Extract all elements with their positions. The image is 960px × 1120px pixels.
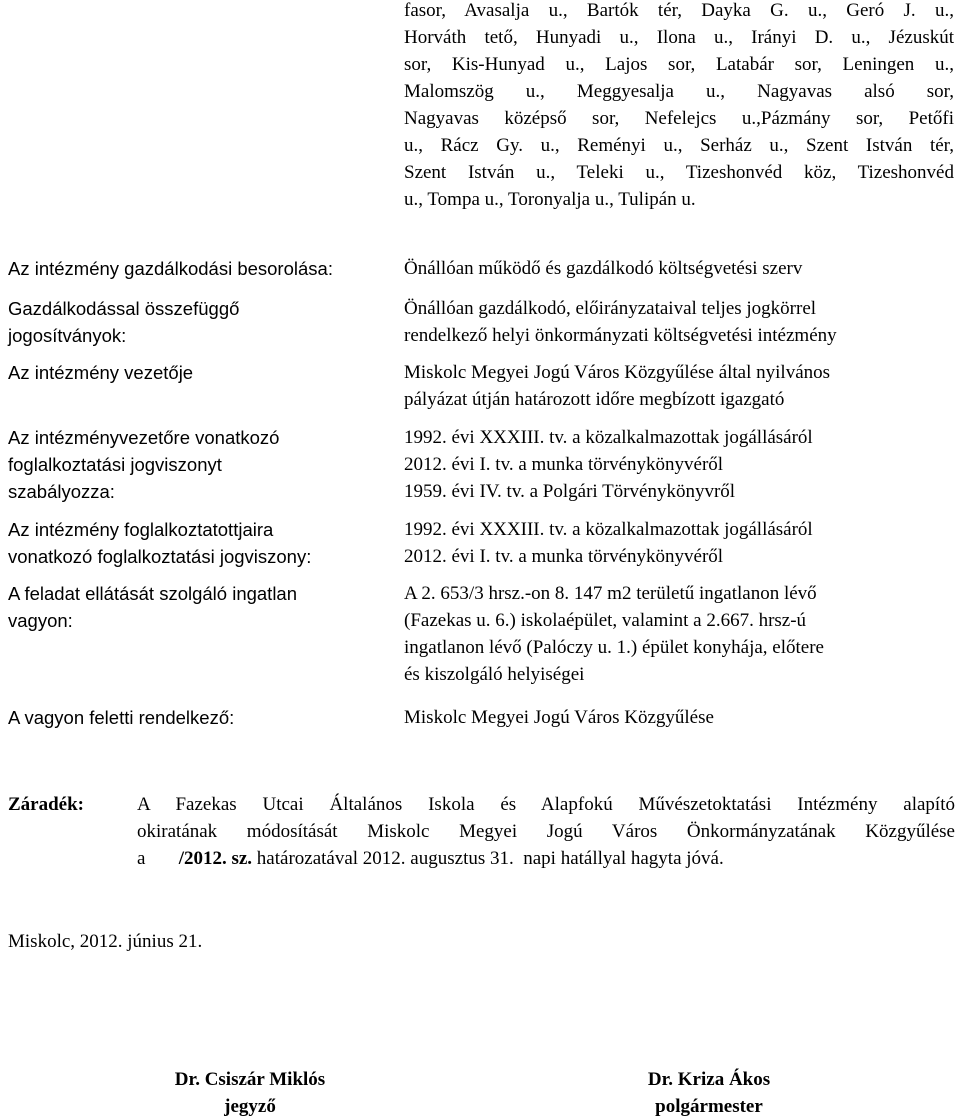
street-list-line: sor, Kis-Hunyad u., Lajos sor, Latabár sor, Leningen u., bbox=[404, 54, 954, 75]
signer-title: jegyző bbox=[224, 1096, 276, 1117]
row-label: A vagyon feletti rendelkező: bbox=[8, 707, 235, 728]
signature-block-mayor bbox=[559, 1066, 859, 1120]
street-list-line: u., Tompa u., Toronyalja u., Tulipán u. bbox=[404, 189, 696, 210]
signature-block-notary bbox=[100, 1066, 400, 1120]
street-list-line: Horváth tető, Hunyadi u., Ilona u., Irányi D. u., Jézuskút bbox=[404, 27, 954, 48]
clause-line: A Fazekas Utcai Általános Iskola és Alapfokú Művészetoktatási Intézmény alapító bbox=[137, 794, 955, 815]
row-label: Az intézmény gazdálkodási besorolása: bbox=[8, 258, 333, 279]
row-label: Az intézmény foglalkoztatottjaira vonatkozó foglalkoztatási jogviszony: bbox=[8, 519, 312, 567]
row-label: Az intézmény vezetője bbox=[8, 362, 194, 383]
place-date: Miskolc, 2012. június 21. bbox=[8, 931, 203, 952]
row-label: Gazdálkodással összefüggő jogosítványok: bbox=[8, 298, 240, 346]
row-value: Miskolc Megyei Jogú Város Közgyűlése bbox=[404, 707, 714, 728]
clause-line: okiratának módosítását Miskolc Megyei Jogú Város Önkormányzatának Közgyűlése bbox=[137, 821, 955, 842]
row-label: Az intézményvezetőre vonatkozó foglalkoztatási jogviszonyt szabályozza: bbox=[8, 427, 280, 502]
signer-name: Dr. Csiszár Miklós bbox=[174, 1069, 326, 1090]
signer-name: Dr. Kriza Ákos bbox=[647, 1069, 771, 1090]
clause-line-prefix: a bbox=[137, 848, 179, 869]
street-list-line: u., Rácz Gy. u., Reményi u., Serház u., Szent István tér, bbox=[404, 135, 954, 156]
row-value: Önállóan gazdálkodó, előirányzataival teljes jogkörrel rendelkező helyi önkormányzati költségvetési intézmény bbox=[404, 298, 837, 346]
street-list-line: Malomszög u., Meggyesalja u., Nagyavas alsó sor, bbox=[404, 81, 954, 102]
row-label: A feladat ellátását szolgáló ingatlan vagyon: bbox=[8, 583, 298, 631]
row-value: Miskolc Megyei Jogú Város Közgyűlése által nyilvános pályázat útján határozott időre megbízott igazgató bbox=[404, 362, 831, 410]
clause-line-suffix: határozatával 2012. augusztus 31. napi hatállyal hagyta jóvá. bbox=[252, 848, 724, 869]
street-list-line: Nagyavas középső sor, Nefelejcs u.,Pázmány sor, Petőfi bbox=[404, 108, 954, 129]
signer-title: polgármester bbox=[655, 1096, 763, 1117]
clause-text bbox=[137, 791, 955, 872]
clause-title: Záradék: bbox=[8, 794, 84, 815]
street-list bbox=[404, 0, 954, 213]
street-list-line: Szent István u., Teleki u., Tizeshonvéd köz, Tizeshonvéd bbox=[404, 162, 954, 183]
street-list-line: fasor, Avasalja u., Bartók tér, Dayka G. u., Geró J. u., bbox=[404, 0, 954, 21]
row-value: Önállóan működő és gazdálkodó költségvetési szerv bbox=[404, 258, 803, 279]
row-value: A 2. 653/3 hrsz.-on 8. 147 m2 területű ingatlanon lévő (Fazekas u. 6.) iskolaépület, valamint a 2.667. hrsz-ú ingatlanon lévő (Palóczy u. 1.) épület konyhája, előtere és kiszolgáló helyiségei bbox=[404, 583, 824, 685]
row-value: 1992. évi XXXIII. tv. a közalkalmazottak jogállásáról 2012. évi I. tv. a munka törvénykönyvéről bbox=[404, 519, 813, 567]
row-value: 1992. évi XXXIII. tv. a közalkalmazottak jogállásáról 2012. évi I. tv. a munka törvénykönyvéről 1959. évi IV. tv. a Polgári Törvénykönyvről bbox=[404, 427, 813, 502]
resolution-number: /2012. sz. bbox=[178, 848, 253, 869]
clause-line bbox=[137, 845, 955, 872]
